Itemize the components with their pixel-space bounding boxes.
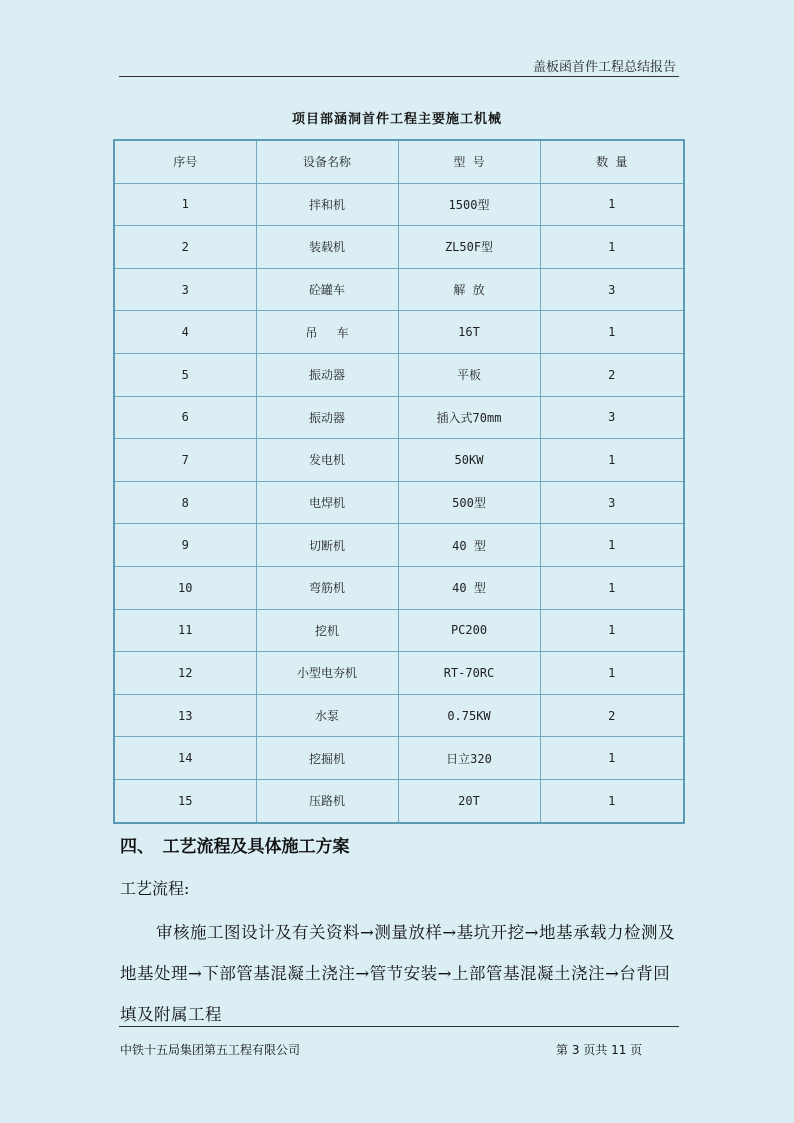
- table-cell: 压路机: [256, 779, 398, 822]
- table-cell: 16T: [398, 311, 540, 354]
- table-cell: 500型: [398, 481, 540, 524]
- footer-divider: [119, 1026, 679, 1027]
- table-cell: 40 型: [398, 524, 540, 567]
- equipment-table: [113, 139, 685, 824]
- table-cell: 9: [114, 524, 256, 567]
- table-cell: 8: [114, 481, 256, 524]
- table-cell: 1500型: [398, 183, 540, 226]
- table-cell: 1: [540, 226, 684, 269]
- table-cell: 切断机: [256, 524, 398, 567]
- table-cell: 水泵: [256, 694, 398, 737]
- table-cell: 2: [540, 353, 684, 396]
- footer-page-number: 第 3 页共 11 页: [556, 1043, 643, 1057]
- table-cell: 挖机: [256, 609, 398, 652]
- table-cell: 20T: [398, 779, 540, 822]
- table-cell: 装载机: [256, 226, 398, 269]
- table-cell: 平板: [398, 353, 540, 396]
- column-header: 数 量: [540, 140, 684, 183]
- table-row: [114, 524, 684, 567]
- table-cell: 3: [540, 268, 684, 311]
- table-row: [114, 353, 684, 396]
- footer-company: 中铁十五局集团第五工程有限公司: [120, 1043, 301, 1057]
- table-cell: 4: [114, 311, 256, 354]
- table-cell: 插入式70mm: [398, 396, 540, 439]
- table-title: 项目部涵洞首件工程主要施工机械: [291, 112, 502, 127]
- table-row: [114, 609, 684, 652]
- table-cell: 13: [114, 694, 256, 737]
- table-cell: 1: [540, 609, 684, 652]
- table-cell: 3: [540, 396, 684, 439]
- table-cell: 解 放: [398, 268, 540, 311]
- table-cell: 10: [114, 566, 256, 609]
- table-row: [114, 652, 684, 695]
- table-cell: 1: [540, 779, 684, 822]
- table-cell: 发电机: [256, 439, 398, 482]
- table-cell: 砼罐车: [256, 268, 398, 311]
- table-cell: 小型电夯机: [256, 652, 398, 695]
- table-row: [114, 439, 684, 482]
- table-cell: 3: [114, 268, 256, 311]
- table-cell: 6: [114, 396, 256, 439]
- table-cell: 12: [114, 652, 256, 695]
- table-cell: RT-70RC: [398, 652, 540, 695]
- table-cell: 1: [540, 566, 684, 609]
- table-cell: ZL50F型: [398, 226, 540, 269]
- table-cell: 1: [540, 652, 684, 695]
- table-cell: 拌和机: [256, 183, 398, 226]
- table-cell: 1: [540, 183, 684, 226]
- header-divider: [119, 76, 679, 77]
- table-cell: 1: [540, 737, 684, 780]
- table-cell: 挖掘机: [256, 737, 398, 780]
- section-heading: 四、 工艺流程及具体施工方案: [120, 837, 350, 857]
- table-row: [114, 268, 684, 311]
- table-row: [114, 694, 684, 737]
- table-cell: 15: [114, 779, 256, 822]
- table-row: [114, 481, 684, 524]
- table-cell: 1: [540, 311, 684, 354]
- table-row: [114, 226, 684, 269]
- table-cell: 1: [114, 183, 256, 226]
- table-cell: 振动器: [256, 353, 398, 396]
- table-cell: 14: [114, 737, 256, 780]
- column-header: 序号: [114, 140, 256, 183]
- table-header-row: [114, 140, 684, 183]
- table-cell: 2: [114, 226, 256, 269]
- table-row: [114, 737, 684, 780]
- table-cell: 7: [114, 439, 256, 482]
- page-header-title: 盖板函首件工程总结报告: [532, 60, 676, 75]
- column-header: 设备名称: [256, 140, 398, 183]
- process-paragraph: 审核施工图设计及有关资料→测量放样→基坑开挖→地基承载力检测及地基处理→下部管基混凝土浇注→管节安装→上部管基混凝土浇注→台背回填及附属工程: [120, 923, 675, 1024]
- table-cell: 0.75KW: [398, 694, 540, 737]
- table-cell: 弯筋机: [256, 566, 398, 609]
- table-cell: 2: [540, 694, 684, 737]
- table-cell: 3: [540, 481, 684, 524]
- table-cell: 日立320: [398, 737, 540, 780]
- table-row: [114, 311, 684, 354]
- table-cell: 5: [114, 353, 256, 396]
- table-row: [114, 779, 684, 822]
- column-header: 型 号: [398, 140, 540, 183]
- table-cell: 50KW: [398, 439, 540, 482]
- table-cell: 11: [114, 609, 256, 652]
- section-subheading: 工艺流程:: [120, 879, 190, 898]
- table-row: [114, 183, 684, 226]
- table-cell: 1: [540, 439, 684, 482]
- table-cell: 1: [540, 524, 684, 567]
- table-row: [114, 396, 684, 439]
- table-cell: 电焊机: [256, 481, 398, 524]
- table-cell: 40 型: [398, 566, 540, 609]
- table-row: [114, 566, 684, 609]
- table-cell: 振动器: [256, 396, 398, 439]
- table-cell: PC200: [398, 609, 540, 652]
- table-cell: 吊 车: [256, 311, 398, 354]
